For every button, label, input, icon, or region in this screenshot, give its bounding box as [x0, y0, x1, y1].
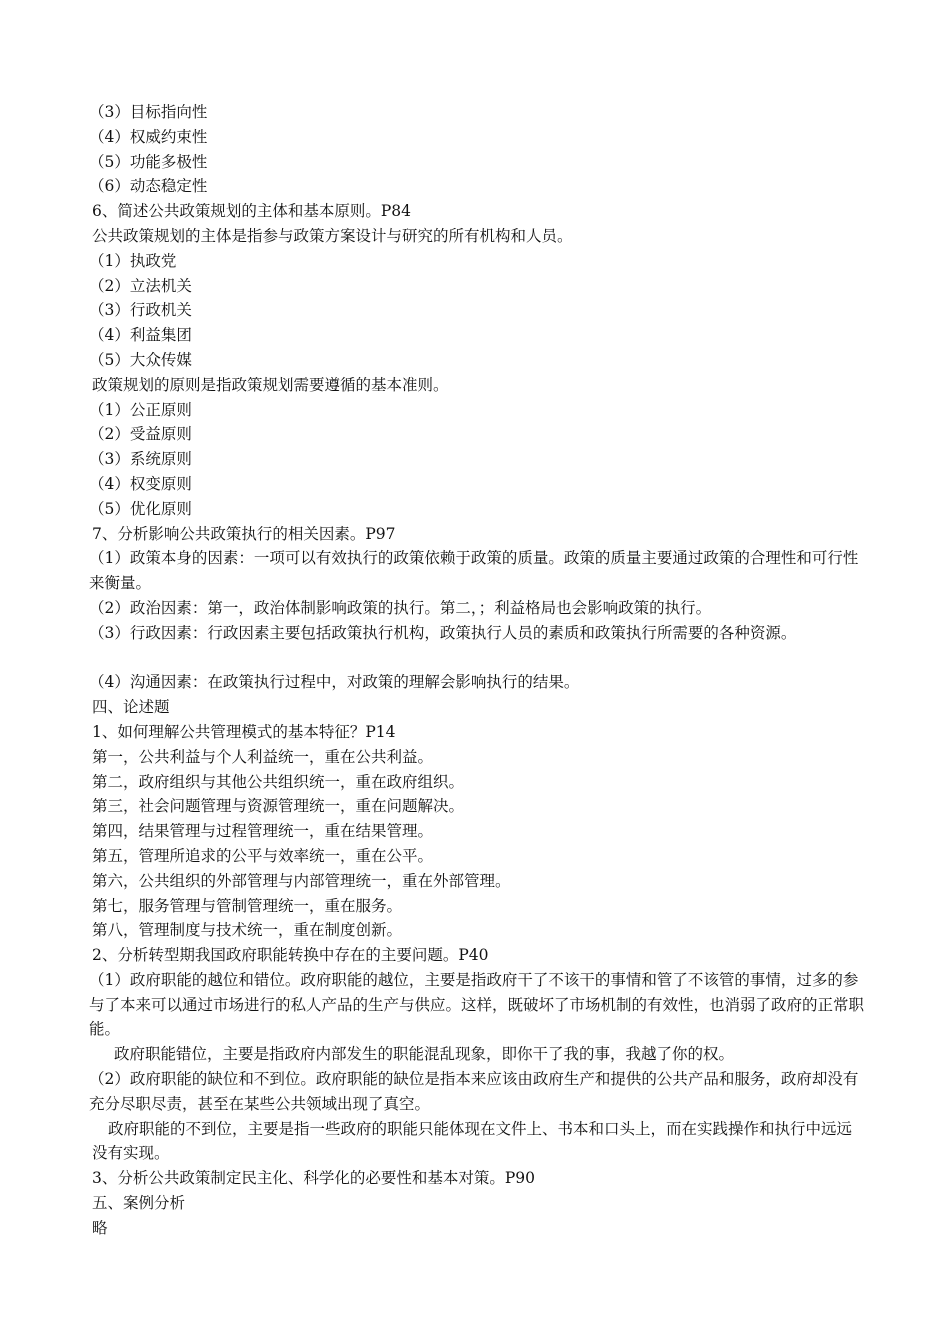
- list-item: （1）执政党: [89, 251, 177, 270]
- list-item: （5）大众传媒: [89, 350, 192, 369]
- list-item: （5）优化原则: [89, 499, 192, 518]
- list-item: （1）公正原则: [89, 400, 192, 419]
- list-item: （3）行政机关: [89, 301, 192, 320]
- paragraph: 政策规划的原则是指政策规划需要遵循的基本准则。: [92, 375, 449, 394]
- list-item: （2）立法机关: [89, 276, 192, 295]
- list-item: 第四，结果管理与过程管理统一，重在结果管理。: [92, 822, 434, 841]
- document-body: [89, 100, 867, 1241]
- list-item: 第一，公共利益与个人利益统一，重在公共利益。: [92, 747, 434, 766]
- list-item: 第七，服务管理与管制管理统一，重在服务。: [92, 896, 403, 915]
- paragraph: 政府职能错位，主要是指政府内部发生的职能混乱现象，即你干了我的事，我越了你的权。: [114, 1045, 735, 1064]
- list-item: （3）目标指向性: [89, 103, 208, 121]
- list-item: 第三，社会问题管理与资源管理统一，重在问题解决。: [92, 797, 465, 816]
- list-item: 第五，管理所追求的公平与效率统一，重在公平。: [92, 846, 434, 865]
- paragraph: （1）政策本身的因素：一项可以有效执行的政策依赖于政策的质量。政策的质量主要通过政策的合理性和可行性来衡量。: [89, 549, 859, 593]
- list-item: 第八，管理制度与技术统一，重在制度创新。: [92, 921, 403, 940]
- list-item: （2）受益原则: [89, 425, 192, 444]
- list-item: （4）利益集团: [89, 326, 192, 345]
- blank-line: [92, 646, 867, 671]
- question-heading: 3、分析公共政策制定民主化、科学化的必要性和基本对策。P90: [92, 1169, 536, 1188]
- question-heading: 6、简述公共政策规划的主体和基本原则。P84: [92, 202, 412, 221]
- paragraph: （1）政府职能的越位和错位。政府职能的越位，主要是指政府干了不该干的事情和管了不该管的事情，过多的参与了本来可以通过市场进行的私人产品的生产与供应。这样，既破坏了市场机制的有效性，也消弱了政府的正常职能。: [89, 970, 865, 1039]
- list-item: （4）权变原则: [89, 474, 192, 493]
- paragraph: 政府职能的不到位，主要是指一些政府的职能只能体现在文件上、书本和口头上，而在实践操作和执行中远远没有实现。: [92, 1119, 853, 1163]
- section-heading: 五、案例分析: [92, 1194, 186, 1213]
- list-item: （5）功能多极性: [89, 152, 208, 171]
- paragraph: （2）政治因素：第一，政治体制影响政策的执行。第二，；利益格局也会影响政策的执行。: [89, 598, 712, 617]
- list-item: （4）权威约束性: [89, 127, 208, 146]
- list-item: 第六，公共组织的外部管理与内部管理统一，重在外部管理。: [92, 871, 511, 890]
- list-item: 第二，政府组织与其他公共组织统一，重在政府组织。: [92, 772, 465, 791]
- paragraph: 公共政策规划的主体是指参与政策方案设计与研究的所有机构和人员。: [92, 226, 573, 245]
- question-heading: 7、分析影响公共政策执行的相关因素。P97: [92, 524, 396, 543]
- list-item: （3）系统原则: [89, 450, 192, 469]
- paragraph: （3）行政因素：行政因素主要包括政策执行机构，政策执行人员的素质和政策执行所需要的各种资源。: [89, 623, 797, 642]
- section-heading: 四、论述题: [92, 698, 170, 717]
- paragraph: （2）政府职能的缺位和不到位。政府职能的缺位是指本来应该由政府生产和提供的公共产品和服务，政府却没有充分尽职尽责，甚至在某些公共领域出现了真空。: [89, 1070, 859, 1113]
- paragraph: （4）沟通因素：在政策执行过程中，对政策的理解会影响执行的结果。: [89, 673, 580, 692]
- list-item: （6）动态稳定性: [89, 177, 208, 196]
- question-heading: 2、分析转型期我国政府职能转换中存在的主要问题。P40: [92, 946, 489, 965]
- question-heading: 1、如何理解公共管理模式的基本特征？P14: [92, 722, 396, 741]
- paragraph: 略: [92, 1218, 108, 1237]
